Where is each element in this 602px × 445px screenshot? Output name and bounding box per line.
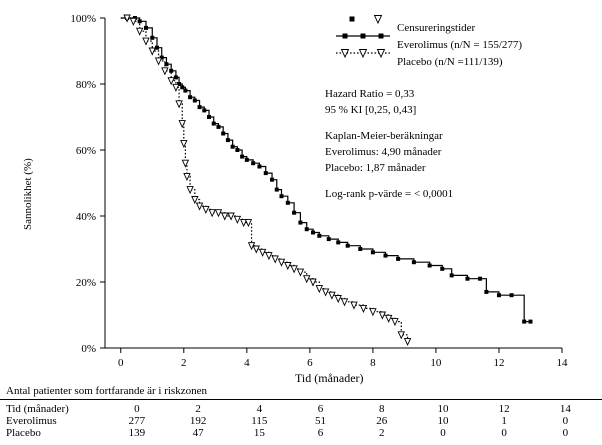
risk-cell: 2 xyxy=(195,403,201,415)
risk-cell: 4 xyxy=(256,403,263,415)
risk-cell: 51 xyxy=(315,415,327,427)
svg-text:0: 0 xyxy=(118,357,124,369)
risk-cell: 115 xyxy=(251,415,268,427)
km-estimates-title: Kaplan-Meier-beräkningar xyxy=(325,130,443,142)
risk-cell: 0 xyxy=(501,427,507,439)
risk-cell: 192 xyxy=(189,415,207,427)
svg-text:12: 12 xyxy=(493,357,505,369)
svg-text:80%: 80% xyxy=(75,79,96,91)
risk-cell: 12 xyxy=(498,403,510,415)
svg-text:2: 2 xyxy=(181,357,187,369)
x-axis-label: Tid (månader) xyxy=(295,371,364,385)
legend-censor-label: Censureringstider xyxy=(397,22,476,34)
risk-cell: 277 xyxy=(128,415,146,427)
y-axis-label: Sannolikhet (%) xyxy=(22,158,34,230)
svg-text:0%: 0% xyxy=(81,343,96,355)
risk-row-label: Placebo xyxy=(6,427,41,439)
svg-text:20%: 20% xyxy=(75,277,96,289)
svg-text:6: 6 xyxy=(307,357,313,369)
confidence-interval-text: 95 % KI [0,25, 0,43] xyxy=(325,104,417,116)
risk-cell: 2 xyxy=(378,427,385,439)
risk-cell: 47 xyxy=(192,427,204,439)
km-everolimus-text: Everolimus: 4,90 månader xyxy=(325,146,442,158)
logrank-text: Log-rank p-värde = < 0,0001 xyxy=(325,188,454,200)
svg-text:14: 14 xyxy=(556,357,568,369)
risk-cell: 10 xyxy=(437,403,449,415)
risk-row-label: Everolimus xyxy=(6,415,57,427)
risk-cell: 0 xyxy=(134,403,140,415)
risk-table-row xyxy=(6,415,596,427)
svg-text:8: 8 xyxy=(370,357,376,369)
legend-placebo-label: Placebo (n/N =111/139) xyxy=(397,56,503,68)
risk-cell: 6 xyxy=(317,403,324,415)
risk-cell: 14 xyxy=(559,403,571,415)
risk-table-row xyxy=(6,427,596,439)
svg-text:10: 10 xyxy=(430,357,442,369)
risk-table-row xyxy=(6,403,596,415)
svg-text:40%: 40% xyxy=(75,211,96,223)
risk-cell: 8 xyxy=(378,403,385,415)
risk-table-title: Antal patienter som fortfarande är i riskzonen xyxy=(6,385,207,397)
risk-cell: 0 xyxy=(562,427,569,439)
risk-row-label: Tid (månader) xyxy=(6,403,69,415)
svg-text:60%: 60% xyxy=(75,145,96,157)
risk-table xyxy=(6,403,596,439)
risk-table-divider xyxy=(0,399,602,400)
hazard-ratio-text: Hazard Ratio = 0,33 xyxy=(325,88,415,100)
risk-cell: 15 xyxy=(253,427,265,439)
risk-cell: 26 xyxy=(376,415,388,427)
risk-cell: 10 xyxy=(437,415,449,427)
risk-cell: 0 xyxy=(562,415,569,427)
risk-cell: 0 xyxy=(440,427,446,439)
legend-everolimus-label: Everolimus (n/N = 155/277) xyxy=(397,39,523,51)
svg-text:100%: 100% xyxy=(70,13,96,25)
risk-cell: 6 xyxy=(317,427,324,439)
risk-cell: 1 xyxy=(501,415,507,427)
risk-cell: 139 xyxy=(128,427,146,439)
km-placebo-text: Placebo: 1,87 månader xyxy=(325,162,426,174)
svg-text:4: 4 xyxy=(244,357,250,369)
